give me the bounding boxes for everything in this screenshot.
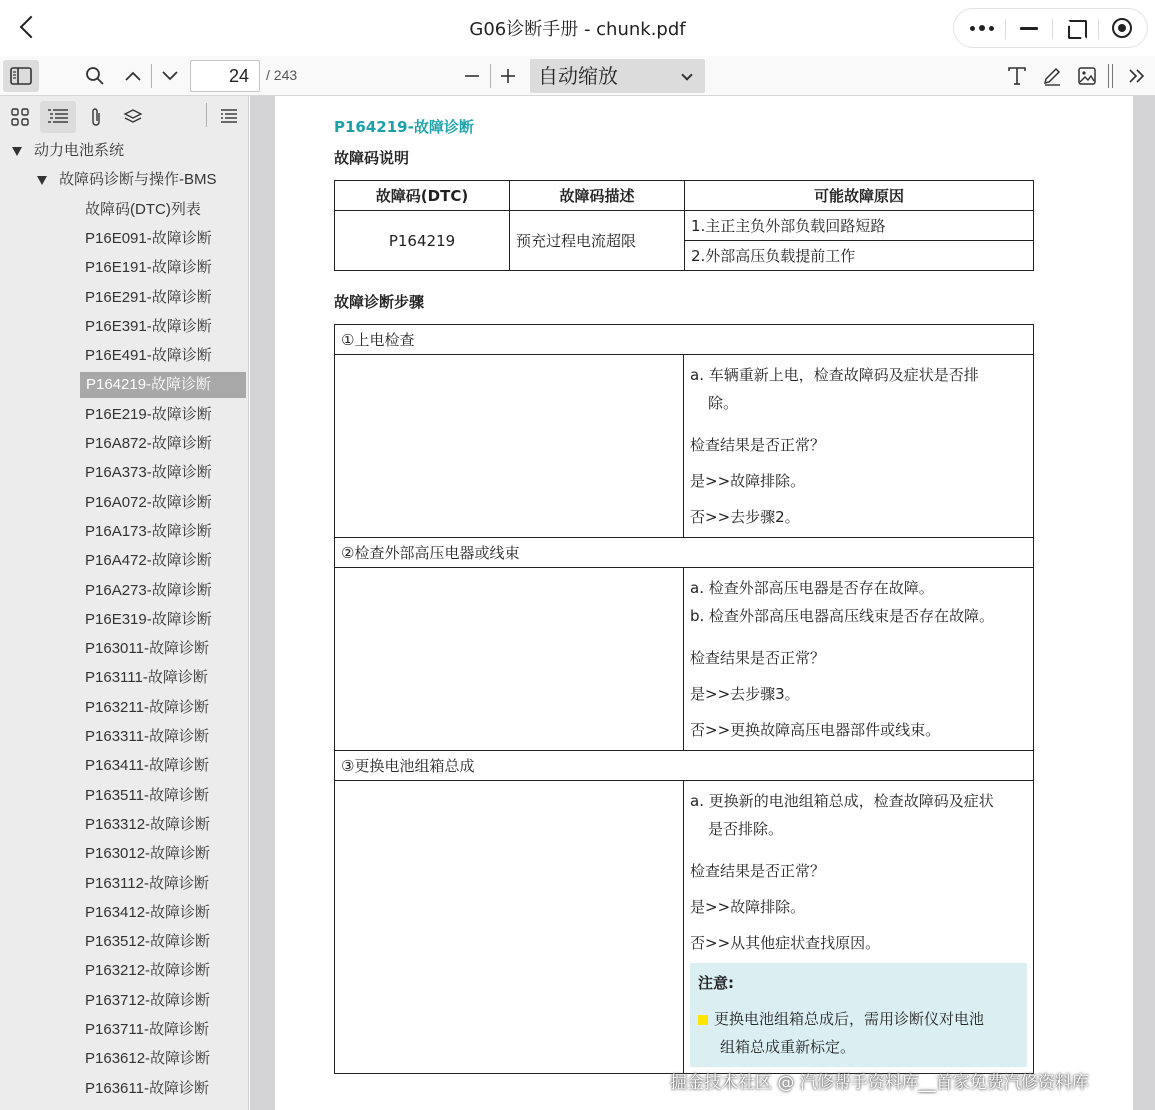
zoom-select-label: 自动缩放: [538, 64, 618, 88]
outline-item[interactable]: P163211-故障诊断: [85, 698, 209, 716]
dtc-table: [334, 180, 1034, 271]
search-icon[interactable]: [79, 60, 111, 92]
text-tool-icon[interactable]: [1001, 60, 1033, 92]
sidebar: [0, 96, 249, 1110]
step-content: [684, 781, 1034, 1074]
thumbnails-icon[interactable]: [4, 101, 36, 133]
outline-item[interactable]: P16E491-故障诊断: [85, 347, 212, 365]
outline-item[interactable]: P16A273-故障诊断: [85, 581, 212, 599]
pdf-page: [275, 96, 1133, 1110]
outline-item[interactable]: P163711-故障诊断: [85, 1021, 209, 1038]
minimize-icon[interactable]: [1011, 14, 1047, 42]
next-page-icon[interactable]: [154, 60, 186, 92]
step-empty-cell: [335, 355, 684, 538]
divider: [1052, 19, 1053, 39]
step-content: [684, 568, 1034, 751]
divider: [1098, 19, 1099, 39]
outline-item[interactable]: P163312-故障诊断: [85, 815, 211, 833]
outline-item[interactable]: P16A072-故障诊断: [85, 493, 212, 511]
step-line: 是否排除。: [708, 820, 784, 838]
dtc-header-causes: 可能故障原因: [685, 181, 1034, 211]
outline-item[interactable]: P16A472-故障诊断: [85, 552, 212, 570]
dtc-header-description: 故障码描述: [510, 181, 685, 211]
divider: [151, 64, 152, 88]
note-line: 组箱总成重新标定。: [720, 1038, 856, 1056]
dtc-header-code: 故障码(DTC): [335, 181, 510, 211]
outline-item[interactable]: P163712-故障诊断: [85, 991, 211, 1009]
expand-triangle-icon[interactable]: [12, 147, 22, 156]
outline-item[interactable]: 故障码(DTC)列表: [85, 200, 201, 218]
step-no: 否>>从其他症状查找原因。: [690, 934, 881, 952]
outline-root[interactable]: [12, 138, 124, 164]
divider: [1005, 19, 1006, 39]
outline-item[interactable]: P163512-故障诊断: [85, 933, 211, 951]
divider: [1108, 64, 1109, 88]
dtc-cause-cell: 2.外部高压负载提前工作: [685, 241, 1034, 271]
outline-item[interactable]: P163611-故障诊断: [85, 1079, 209, 1097]
step-no: 否>>去步骤2。: [690, 508, 800, 526]
steps-table: [334, 324, 1034, 1074]
step-title: ③更换电池组箱总成: [335, 751, 1034, 781]
outline-item[interactable]: P163111-故障诊断: [85, 669, 208, 687]
document-viewer[interactable]: [250, 96, 1155, 1110]
zoom-in-icon[interactable]: [492, 60, 524, 92]
page-number-input[interactable]: 24: [190, 60, 260, 92]
step-question: 检查结果是否正常？: [690, 862, 826, 880]
outline-tab-icon[interactable]: [40, 101, 76, 133]
step-no: 否>>更换故障高压电器部件或线束。: [690, 721, 941, 739]
outline-group[interactable]: [37, 167, 217, 193]
outline-item[interactable]: P16E319-故障诊断: [85, 610, 212, 628]
outline-options-icon[interactable]: [213, 101, 245, 133]
divider: [1112, 64, 1113, 88]
steps-heading: 故障诊断步骤: [334, 293, 425, 311]
step-yes: 是>>故障排除。: [690, 472, 806, 490]
previous-page-icon[interactable]: [117, 60, 149, 92]
step-question: 检查结果是否正常？: [690, 436, 826, 454]
dtc-code-cell: P164219: [335, 211, 510, 271]
step-title: ①上电检查: [335, 325, 1034, 355]
outline-item[interactable]: P164219-故障诊断: [80, 372, 246, 398]
outline-item[interactable]: P163411-故障诊断: [85, 757, 209, 775]
record-target-icon[interactable]: [1104, 14, 1140, 42]
step-content: [684, 355, 1034, 538]
outline-item[interactable]: P163412-故障诊断: [85, 903, 211, 921]
note-box: [690, 963, 1027, 1067]
step-line: b. 检查外部高压电器高压线束是否存在故障。: [690, 607, 995, 625]
step-line: a. 检查外部高压电器是否存在故障。: [690, 579, 934, 597]
watermark-text: 掘金技术社区 @ 汽修帮手资料库__首家免费汽修资料库: [670, 1073, 1089, 1093]
sidebar-tabs: [0, 96, 249, 136]
note-line: 更换电池组箱总成后，需用诊断仪对电池: [714, 1010, 985, 1028]
dtc-cause-cell: 1.主正主负外部负载回路短路: [685, 211, 1034, 241]
chevron-down-icon: [681, 69, 692, 80]
outline-item[interactable]: P16E091-故障诊断: [85, 229, 212, 247]
dtc-description-cell: 预充过程电流超限: [510, 211, 685, 271]
outline-item[interactable]: P16A173-故障诊断: [85, 522, 212, 540]
outline-item[interactable]: P163511-故障诊断: [85, 786, 209, 804]
more-tools-chevron-icon[interactable]: [1121, 60, 1153, 92]
bullet-square-icon: [698, 1015, 708, 1025]
sidebar-toggle-icon[interactable]: [3, 60, 39, 92]
outline-root-label: 动力电池系统: [34, 142, 125, 159]
window-controls: [953, 8, 1148, 48]
section-title: P164219-故障诊断: [334, 118, 474, 136]
draw-pen-icon[interactable]: [1036, 60, 1068, 92]
outline-item[interactable]: P163212-故障诊断: [85, 962, 211, 980]
step-line: 除。: [708, 394, 739, 412]
outline-item[interactable]: P16E291-故障诊断: [85, 288, 212, 306]
expand-triangle-icon[interactable]: [37, 176, 47, 185]
outline-item[interactable]: P16E191-故障诊断: [85, 259, 212, 277]
step-question: 检查结果是否正常？: [690, 649, 826, 667]
step-title: ②检查外部高压电器或线束: [335, 538, 1034, 568]
outline-item[interactable]: P163012-故障诊断: [85, 845, 211, 863]
step-empty-cell: [335, 568, 684, 751]
attachment-paperclip-icon[interactable]: [80, 101, 112, 133]
outline-item[interactable]: P16A373-故障诊断: [85, 464, 212, 482]
page-total: / 243: [266, 67, 298, 83]
outline-item[interactable]: P163112-故障诊断: [85, 874, 209, 892]
step-yes: 是>>故障排除。: [690, 898, 806, 916]
image-insert-icon[interactable]: [1071, 60, 1103, 92]
step-empty-cell: [335, 781, 684, 1074]
outline-item[interactable]: P16E391-故障诊断: [85, 317, 212, 335]
step-yes: 是>>去步骤3。: [690, 685, 800, 703]
restore-window-icon[interactable]: [1058, 14, 1094, 42]
divider: [206, 103, 207, 127]
outline-item[interactable]: P163612-故障诊断: [85, 1050, 211, 1068]
zoom-out-icon[interactable]: [456, 60, 488, 92]
window-title: G06诊断手册 - chunk.pdf: [469, 19, 686, 40]
outline-group-label: 故障码诊断与操作-BMS: [59, 171, 217, 189]
layers-icon[interactable]: [117, 101, 149, 133]
step-line: a. 车辆重新上电，检查故障码及症状是否排: [690, 366, 979, 384]
step-line: a. 更换新的电池组箱总成，检查故障码及症状: [690, 792, 994, 810]
dtc-heading: 故障码说明: [334, 149, 410, 167]
zoom-select[interactable]: [530, 59, 705, 93]
pdf-toolbar: [0, 56, 1155, 96]
outline-item[interactable]: P163311-故障诊断: [85, 728, 209, 745]
more-dots-icon[interactable]: [964, 14, 1000, 42]
outline-item[interactable]: P16E219-故障诊断: [85, 405, 212, 423]
title-bar: [0, 0, 1155, 56]
note-title: 注意:: [698, 974, 734, 992]
divider: [490, 64, 491, 88]
outline-item[interactable]: P163011-故障诊断: [85, 640, 209, 658]
outline-item[interactable]: P16A872-故障诊断: [85, 435, 212, 452]
vertical-scrollbar[interactable]: [1133, 96, 1155, 1110]
